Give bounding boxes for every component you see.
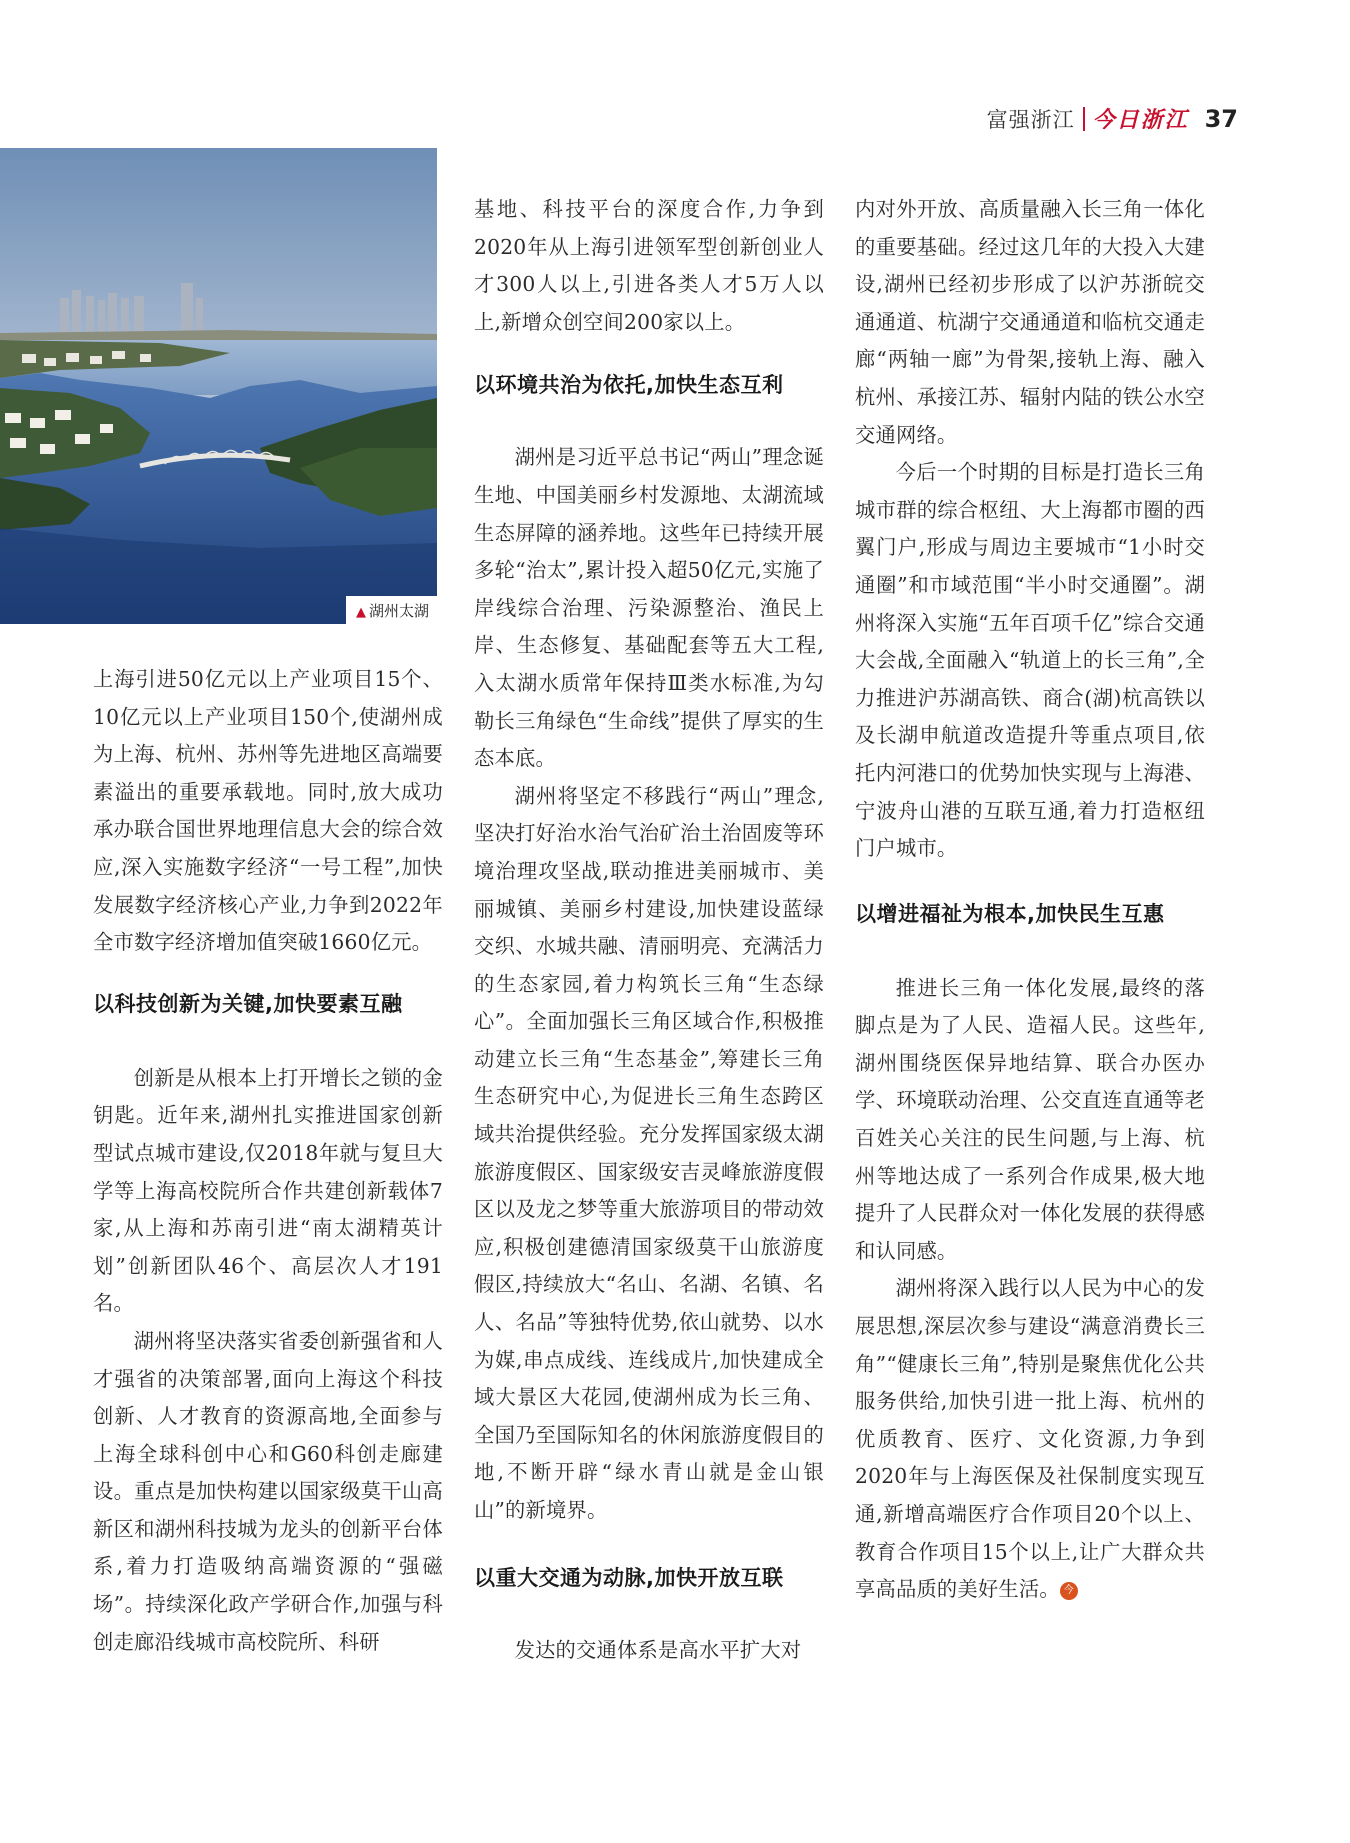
paragraph: 内对外开放、高质量融入长三角一体化的重要基础。经过这几年的大投入大建设,湖州已经初步形成了以沪苏浙皖交通通道、杭湖宁交通通道和临杭交通走廊“两轴一廊”为骨架,接轨上海、融入杭州、承接江苏、辐射内陆的铁公水空交通网络。: [855, 197, 1205, 447]
column-middle: [474, 191, 824, 1669]
paragraph: 上海引进50亿元以上产业项目15个、10亿元以上产业项目150个,使湖州成为上海、杭州、苏州等先进地区高端要素溢出的重要承载地。同时,放大成功承办联合国世界地理信息大会的综合效应,深入实施数字经济“一号工程”,加快发展数字经济核心产业,力争到2022年全市数字经济增加值突破1660亿元。: [93, 667, 443, 955]
lake-photo: [0, 148, 437, 624]
caption-text: 湖州太湖: [368, 602, 429, 620]
paragraph: 创新是从根本上打开增长之锁的金钥匙。近年来,湖州扎实推进国家创新型试点城市建设,仅2018年就与复旦大学等上海高校院所合作共建创新载体7家,从上海和苏南引进“南太湖精英计划”创新团队46个、高层次人才191名。: [93, 1065, 443, 1316]
header-divider: [1083, 107, 1085, 131]
paragraph: 今后一个时期的目标是打造长三角城市群的综合枢纽、大上海都市圈的西翼门户,形成与周边主要城市“1小时交通圈”和市域范围“半小时交通圈”。湖州将深入实施“五年百项千亿”综合交通大会战,全面融入“轨道上的长三角”,全力推进沪苏湖高铁、商合(湖)杭高铁以及长湖申航道改造提升等重点项目,依托内河港口的优势加快实现与上海港、宁波舟山港的互联互通,着力打造枢纽门户城市。: [855, 460, 1205, 861]
column-right: [855, 191, 1205, 1609]
subheading-ecology: 以环境共治为依托,加快生态互利: [474, 373, 784, 398]
paragraph: 基地、科技平台的深度合作,力争到2020年从上海引进领军型创新创业人才300人以上,引进各类人才5万人以上,新增众创空间200家以上。: [474, 197, 824, 334]
paragraph: 湖州是习近平总书记“两山”理念诞生地、中国美丽乡村发源地、太湖流域生态屏障的涵养地。这些年已持续开展多轮“治太”,累计投入超50亿元,实施了岸线综合治理、污染源整治、渔民上岸、生态修复、基础配套等五大工程,入太湖水质常年保持Ⅲ类水标准,为勾勒长三角绿色“生命线”提供了厚实的生态本底。: [474, 445, 824, 771]
magazine-logo: 今日浙江: [1092, 108, 1189, 133]
paragraph: 湖州将坚决落实省委创新强省和人才强省的决策部署,面向上海这个科技创新、人才教育的资源高地,全面参与上海全球科创中心和G60科创走廊建设。重点是加快构建以国家级莫干山高新区和湖州科技城为龙头的创新平台体系,着力打造吸纳高端资源的“强磁场”。持续深化政产学研合作,加强与科创走廊沿线城市高校院所、科研: [93, 1328, 443, 1654]
page-number: 37: [1204, 104, 1238, 133]
end-mark-icon: 今: [1060, 1582, 1078, 1600]
column-left: [93, 661, 443, 1661]
photo-caption: [346, 596, 437, 624]
paragraph: 发达的交通体系是高水平扩大对: [514, 1637, 802, 1662]
paragraph-text: 湖州将深入践行以人民为中心的发展思想,深层次参与建设“满意消费长三角”“健康长三角”,特别是聚焦优化公共服务供给,加快引进一批上海、杭州的优质教育、医疗、文化资源,力争到2020年与上海医保及社保制度实现互通,新增高端医疗合作项目20个以上、教育合作项目15个以上,让广大群众共享高品质的美好生活。: [855, 1276, 1205, 1602]
page-header: [987, 103, 1238, 134]
paragraph-final: [855, 1270, 1205, 1608]
caption-triangle-icon: ▲: [355, 605, 366, 620]
subheading-livelihood: 以增进福祉为根本,加快民生互惠: [855, 901, 1165, 926]
lake-photo-illustration: [0, 148, 437, 624]
section-title: 富强浙江: [986, 107, 1075, 132]
paragraph: 推进长三角一体化发展,最终的落脚点是为了人民、造福人民。这些年,湖州围绕医保异地结算、联合办医办学、环境联动治理、公交直连直通等老百姓关心关注的民生问题,与上海、杭州等地达成了一系列合作成果,极大地提升了人民群众对一体化发展的获得感和认同感。: [855, 975, 1205, 1263]
paragraph: 湖州将坚定不移践行“两山”理念,坚决打好治水治气治矿治土治固废等环境治理攻坚战,联动推进美丽城市、美丽城镇、美丽乡村建设,加快建设蓝绿交织、水城共融、清丽明亮、充满活力的生态家园,着力构筑长三角“生态绿心”。全面加强长三角区域合作,积极推动建立长三角“生态基金”,筹建长三角生态研究中心,为促进长三角生态跨区域共治提供经验。充分发挥国家级太湖旅游度假区、国家级安吉灵峰旅游度假区以及龙之梦等重大旅游项目的带动效应,积极创建德清国家级莫干山旅游度假区,持续放大“名山、名湖、名镇、名人、名品”等独特优势,依山就势、以水为媒,串点成线、连线成片,加快建成全域大景区大花园,使湖州成为长三角、全国乃至国际知名的休闲旅游度假目的地,不断开辟“绿水青山就是金山银山”的新境界。: [474, 783, 824, 1522]
subheading-transport: 以重大交通为动脉,加快开放互联: [474, 1565, 784, 1590]
subheading-tech-innovation: 以科技创新为关键,加快要素互融: [93, 991, 403, 1016]
